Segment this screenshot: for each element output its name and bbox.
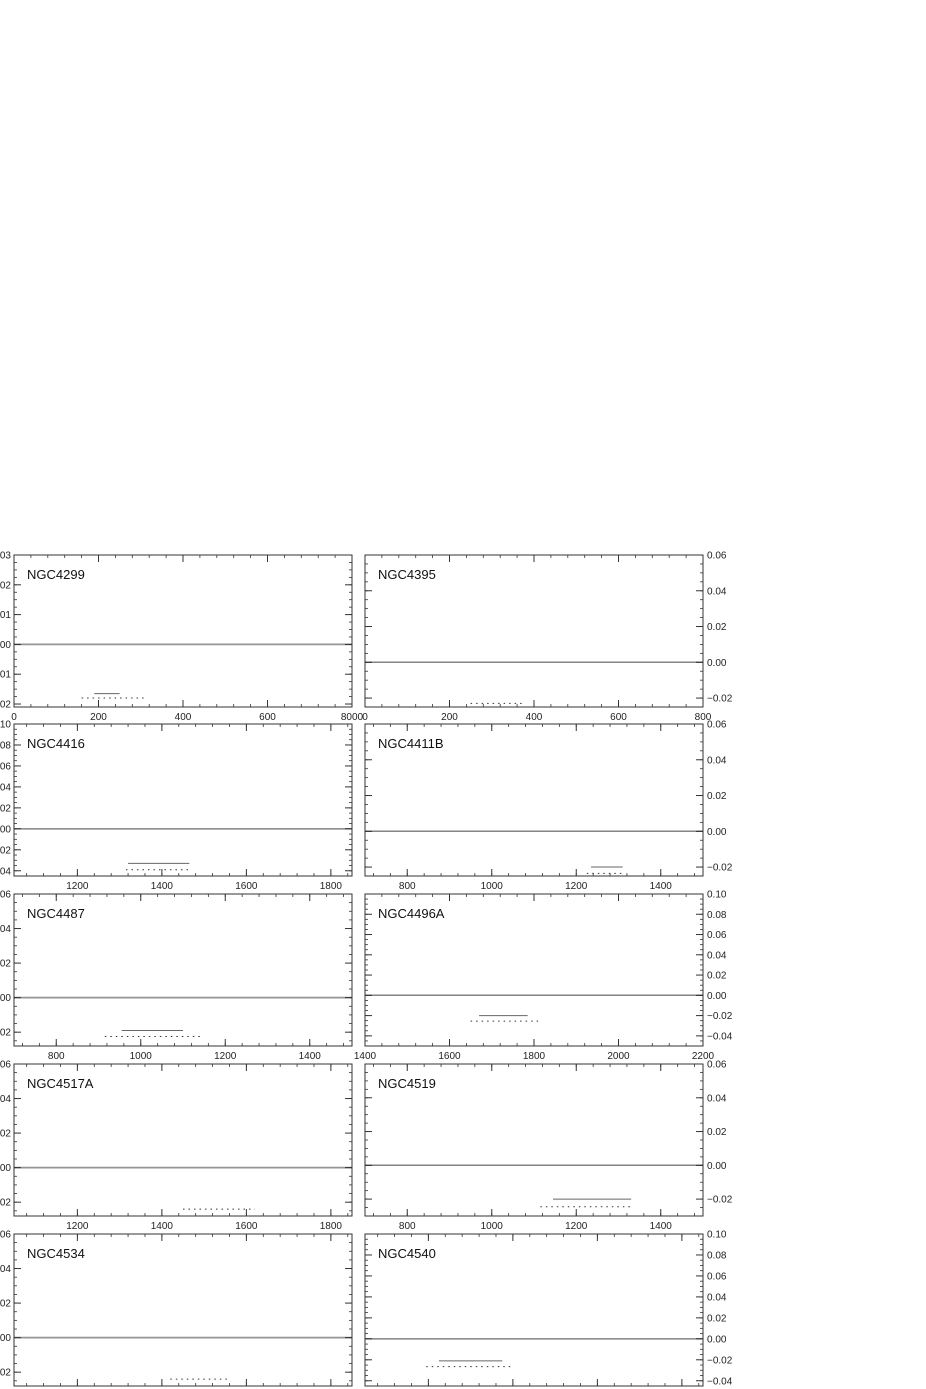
ngc4411b-xtick-label: 1200 — [565, 881, 588, 892]
ngc4496a-ytick-label: 0.08 — [707, 909, 727, 921]
panel-ngc4416 — [0, 720, 352, 893]
ngc4299-xtick-label: 0 — [11, 712, 17, 723]
ngc4299-ytick-label: 01 — [0, 610, 11, 622]
ngc4496a-ytick-label: 0.04 — [707, 950, 727, 962]
ngc4416-ytick-label: 06 — [0, 761, 11, 773]
ngc4534-title: NGC4534 — [27, 1246, 85, 1261]
ngc4517a-xtick-label: 1400 — [150, 1221, 173, 1232]
ngc4519-ytick-label: 0.02 — [707, 1127, 727, 1139]
ngc4519-xtick-label: 800 — [398, 1221, 416, 1232]
ngc4496a-ytick-label: 0.06 — [707, 930, 727, 942]
ngc4416-xtick-label: 1400 — [150, 881, 173, 892]
ngc4534-ytick-label: 06 — [0, 1229, 11, 1241]
ngc4395-xtick-label: 800 — [694, 712, 712, 723]
ngc4519-title: NGC4519 — [378, 1076, 436, 1091]
ngc4411b-ytick-label: 0.02 — [707, 791, 727, 803]
ngc4395-ytick-label: 0.00 — [707, 657, 727, 669]
ngc4416-ytick-label: 02 — [0, 803, 11, 815]
ngc4496a-ytick-label: 0.00 — [707, 990, 727, 1002]
ngc4496a-ytick-label: −0.02 — [707, 1011, 733, 1023]
ngc4299-ytick-label: 02 — [0, 699, 11, 711]
ngc4496a-ytick-label: −0.04 — [707, 1031, 733, 1043]
ngc4519-ytick-label: 0.00 — [707, 1160, 727, 1172]
ngc4540-ytick-label: 0.04 — [707, 1292, 727, 1304]
ngc4411b-ytick-label: −0.02 — [707, 862, 733, 874]
ngc4416-xtick-label: 1800 — [319, 881, 342, 892]
ngc4519-ytick-label: 0.04 — [707, 1093, 727, 1105]
ngc4487-xtick-label: 1200 — [214, 1051, 237, 1062]
panel-ngc4540 — [365, 1230, 733, 1388]
ngc4487-title: NGC4487 — [27, 906, 85, 921]
ngc4416-xtick-label: 1200 — [66, 881, 89, 892]
ngc4395-xtick-label: 400 — [525, 712, 543, 723]
ngc4540-ytick-label: 0.10 — [707, 1229, 727, 1241]
ngc4299-ytick-label: 01 — [0, 669, 11, 681]
ngc4496a-ytick-label: 0.02 — [707, 970, 727, 982]
ngc4517a-ytick-label: 02 — [0, 1197, 11, 1209]
ngc4517a-xtick-label: 1600 — [235, 1221, 258, 1232]
ngc4517a-xtick-label: 1200 — [66, 1221, 89, 1232]
ngc4299-xtick-label: 400 — [174, 712, 192, 723]
panel-ngc4395 — [362, 551, 733, 724]
ngc4496a-xtick-label: 1600 — [438, 1051, 461, 1062]
panel-ngc4517a — [0, 1060, 352, 1233]
ngc4411b-title: NGC4411B — [378, 736, 444, 751]
ngc4496a-xtick-label: 1400 — [353, 1051, 377, 1062]
ngc4411b-xtick-label: 800 — [398, 881, 416, 892]
ngc4534-ytick-label: 02 — [0, 1298, 11, 1310]
ngc4299-ytick-label: 00 — [0, 639, 11, 651]
ngc4416-ytick-label: 10 — [0, 719, 11, 731]
ngc4395-xtick-label: 0 — [362, 712, 368, 723]
ngc4519-xtick-label: 1200 — [565, 1221, 588, 1232]
ngc4534-ytick-label: 02 — [0, 1367, 11, 1379]
ngc4519-xtick-label: 1400 — [649, 1221, 672, 1232]
panel-ngc4519 — [365, 1060, 733, 1233]
ngc4487-ytick-label: 04 — [0, 924, 11, 936]
ngc4395-xtick-label: 600 — [610, 712, 627, 723]
ngc4395-ytick-label: 0.06 — [707, 550, 727, 562]
ngc4519-xtick-label: 1000 — [480, 1221, 503, 1232]
ngc4416-title: NGC4416 — [27, 736, 85, 751]
ngc4411b-xtick-label: 1400 — [649, 881, 672, 892]
ngc4395-ytick-label: 0.04 — [707, 586, 727, 598]
ngc4487-ytick-label: 02 — [0, 958, 11, 970]
ngc4299-xtick-label: 600 — [259, 712, 276, 723]
ngc4540-ytick-label: 0.00 — [707, 1334, 727, 1346]
ngc4411b-ytick-label: 0.06 — [707, 719, 727, 731]
ngc4395-ytick-label: −0.02 — [707, 693, 733, 705]
ngc4519-ytick-label: 0.06 — [707, 1059, 727, 1071]
ngc4540-title: NGC4540 — [378, 1246, 436, 1261]
ngc4487-xtick-label: 800 — [47, 1051, 65, 1062]
ngc4487-ytick-label: 02 — [0, 1027, 11, 1039]
ngc4517a-ytick-label: 00 — [0, 1163, 11, 1175]
ngc4411b-xtick-label: 1000 — [480, 881, 503, 892]
ngc4416-ytick-label: 00 — [0, 824, 11, 836]
ngc4416-ytick-label: 02 — [0, 845, 11, 857]
ngc4299-xtick-label: 8000 — [340, 712, 364, 723]
ngc4416-ytick-label: 08 — [0, 740, 11, 752]
ngc4487-ytick-label: 06 — [0, 889, 11, 901]
ngc4540-ytick-label: 0.06 — [707, 1271, 727, 1283]
panel-ngc4411b — [365, 720, 733, 893]
ngc4411b-ytick-label: 0.04 — [707, 755, 727, 767]
panel-ngc4299 — [0, 551, 364, 724]
ngc4395-ytick-label: 0.02 — [707, 622, 727, 634]
ngc4517a-ytick-label: 06 — [0, 1059, 11, 1071]
ngc4496a-xtick-label: 2000 — [607, 1051, 630, 1062]
ngc4540-ytick-label: 0.08 — [707, 1250, 727, 1262]
panel-ngc4496a — [354, 890, 733, 1063]
ngc4395-xtick-label: 200 — [441, 712, 458, 723]
ngc4416-ytick-label: 04 — [0, 782, 11, 794]
ngc4487-xtick-label: 1000 — [129, 1051, 152, 1062]
ngc4411b-ytick-label: 0.00 — [707, 826, 727, 838]
ngc4299-ytick-label: 02 — [0, 580, 11, 592]
panel-ngc4487 — [0, 890, 352, 1063]
ngc4299-title: NGC4299 — [27, 567, 85, 582]
ngc4534-ytick-label: 04 — [0, 1264, 11, 1276]
ngc4517a-ytick-label: 02 — [0, 1128, 11, 1140]
ngc4496a-ytick-label: 0.10 — [707, 889, 727, 901]
ngc4540-ytick-label: −0.04 — [707, 1376, 733, 1388]
ngc4416-ytick-label: 04 — [0, 866, 11, 878]
ngc4395-title: NGC4395 — [378, 567, 436, 582]
ngc4496a-xtick-label: 2200 — [691, 1051, 715, 1062]
ngc4534-ytick-label: 00 — [0, 1333, 11, 1345]
ngc4517a-xtick-label: 1800 — [319, 1221, 342, 1232]
ngc4496a-xtick-label: 1800 — [522, 1051, 546, 1062]
ngc4487-xtick-label: 1400 — [298, 1051, 321, 1062]
ngc4416-xtick-label: 1600 — [235, 881, 258, 892]
ngc4299-xtick-label: 200 — [90, 712, 107, 723]
ngc4519-ytick-label: −0.02 — [707, 1194, 733, 1206]
panel-ngc4534 — [0, 1230, 352, 1387]
ngc4517a-ytick-label: 04 — [0, 1094, 11, 1106]
ngc4496a-title: NGC4496A — [378, 906, 445, 921]
ngc4540-ytick-label: 0.02 — [707, 1313, 727, 1325]
ngc4517a-title: NGC4517A — [27, 1076, 94, 1091]
ngc4299-ytick-label: 03 — [0, 550, 11, 562]
ngc4487-ytick-label: 00 — [0, 993, 11, 1005]
ngc4540-ytick-label: −0.02 — [707, 1355, 733, 1367]
